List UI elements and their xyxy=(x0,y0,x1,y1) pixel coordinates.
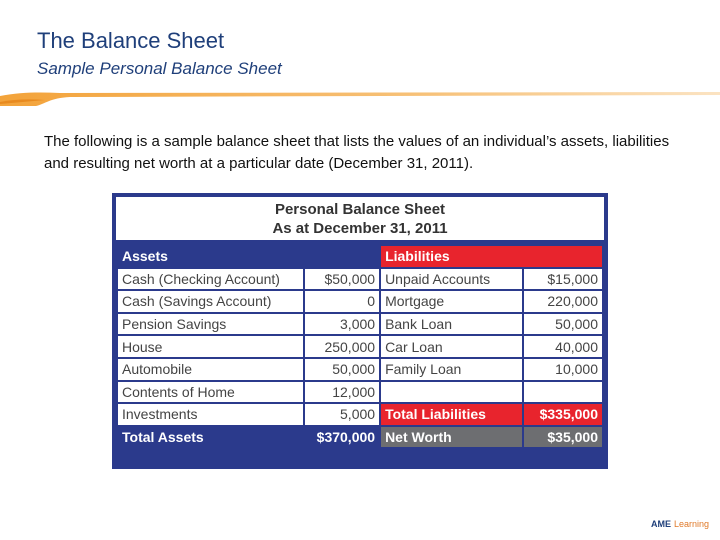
table-row xyxy=(118,314,602,335)
liability-value: 40,000 xyxy=(524,336,602,357)
balance-sheet-header xyxy=(116,197,604,240)
header-row xyxy=(118,246,602,267)
asset-value: 250,000 xyxy=(305,336,379,357)
liability-label: Family Loan xyxy=(381,359,522,380)
liability-value xyxy=(524,382,602,403)
net-worth-label: Net Worth xyxy=(381,427,522,448)
asset-value: 5,000 xyxy=(305,404,379,425)
liability-label: Unpaid Accounts xyxy=(381,269,522,290)
liability-value: 220,000 xyxy=(524,291,602,312)
table-row xyxy=(118,359,602,380)
table-row xyxy=(118,404,602,425)
total-assets-label: Total Assets xyxy=(118,427,303,448)
liabilities-header: Liabilities xyxy=(381,246,602,267)
balance-sheet-title: Personal Balance Sheet xyxy=(274,201,446,218)
asset-value: 50,000 xyxy=(305,359,379,380)
logo-brand: AME xyxy=(651,519,671,529)
table-row xyxy=(118,382,602,403)
balance-sheet-table xyxy=(112,193,608,469)
balance-sheet-date: As at December 31, 2011 xyxy=(272,220,448,237)
balance-table xyxy=(116,244,604,449)
liability-label: Car Loan xyxy=(381,336,522,357)
total-liabilities-value: $335,000 xyxy=(524,404,602,425)
liability-value: 50,000 xyxy=(524,314,602,335)
asset-label: Pension Savings xyxy=(118,314,303,335)
asset-value: 0 xyxy=(305,291,379,312)
liability-label: Bank Loan xyxy=(381,314,522,335)
asset-label: Investments xyxy=(118,404,303,425)
liability-value: $15,000 xyxy=(524,269,602,290)
total-assets-value: $370,000 xyxy=(305,427,379,448)
intro-paragraph: The following is a sample balance sheet that lists the values of an individual’s assets, liabilities and resulting net worth at a particular date (December 31, 2011). xyxy=(44,133,670,172)
assets-header: Assets xyxy=(118,246,379,267)
asset-label: House xyxy=(118,336,303,357)
net-worth-value: $35,000 xyxy=(524,427,602,448)
asset-label: Cash (Checking Account) xyxy=(118,269,303,290)
liability-label: Mortgage xyxy=(381,291,522,312)
liability-value: 10,000 xyxy=(524,359,602,380)
asset-value: 12,000 xyxy=(305,382,379,403)
logo-suffix: Learning xyxy=(674,519,710,529)
totals-row xyxy=(118,427,602,448)
total-liabilities-label: Total Liabilities xyxy=(381,404,522,425)
ame-learning-logo xyxy=(651,519,709,529)
asset-label: Automobile xyxy=(118,359,303,380)
asset-label: Cash (Savings Account) xyxy=(118,291,303,312)
orange-swoosh-divider xyxy=(0,86,720,110)
slide-subtitle: Sample Personal Balance Sheet xyxy=(37,59,282,78)
table-row xyxy=(118,336,602,357)
table-row xyxy=(118,269,602,290)
slide-title: The Balance Sheet xyxy=(37,28,225,53)
asset-label: Contents of Home xyxy=(118,382,303,403)
asset-value: 3,000 xyxy=(305,314,379,335)
table-row xyxy=(118,291,602,312)
liability-label xyxy=(381,382,522,403)
asset-value: $50,000 xyxy=(305,269,379,290)
